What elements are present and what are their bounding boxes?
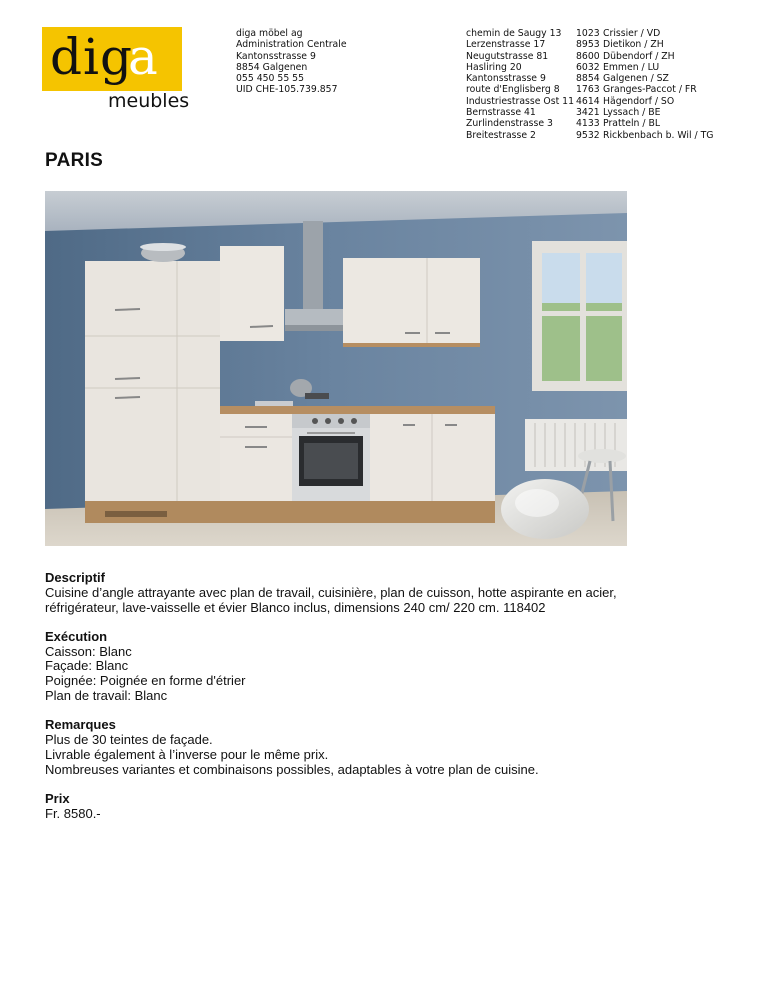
branch-street: Neugutstrasse 81 — [466, 50, 549, 62]
company-line: 8854 Galgenen — [236, 61, 308, 73]
branch-city: Pratteln / BL — [603, 118, 661, 130]
branch-row — [466, 118, 714, 129]
branch-city: Dübendorf / ZH — [603, 50, 675, 62]
branch-row — [466, 107, 714, 118]
branch-row — [466, 130, 714, 141]
section-line: Caisson: Blanc — [45, 643, 132, 659]
branch-row — [466, 28, 714, 39]
branch-city: Rickbenbach b. Wil / TG — [603, 129, 714, 141]
diga-logo — [42, 27, 190, 113]
company-line: UID CHE-105.739.857 — [236, 84, 338, 96]
branch-street: chemin de Saugy 13 — [466, 28, 562, 39]
branch-city: Galgenen / SZ — [603, 73, 669, 85]
branch-street: Industriestrasse Ost 11 — [466, 95, 575, 107]
section-heading: Exécution — [45, 628, 108, 644]
branch-city: Crissier / VD — [603, 28, 661, 39]
branch-zip: 4133 — [576, 118, 600, 130]
branch-row — [466, 51, 714, 62]
section-descriptif — [45, 571, 735, 615]
section-line: Plan de travail: Blanc — [45, 688, 168, 704]
branch-zip: 3421 — [576, 107, 600, 119]
branch-zip: 9532 — [576, 129, 600, 141]
branch-zip: 8854 — [576, 73, 600, 85]
branch-city: Dietikon / ZH — [603, 39, 664, 51]
branch-zip: 8600 — [576, 50, 600, 62]
section-heading: Descriptif — [45, 570, 105, 585]
logo-text-ga: a — [128, 28, 159, 86]
branch-street: Hasliring 20 — [466, 61, 522, 73]
kitchen-photo — [45, 191, 627, 546]
section-remarques — [45, 718, 735, 777]
company-line: Kantonsstrasse 9 — [236, 50, 316, 62]
branch-street: route d'Englisberg 8 — [466, 84, 560, 96]
branch-street: Lerzenstrasse 17 — [466, 39, 546, 51]
section-line: Cuisine d’angle attrayante avec plan de travail, cuisinière, plan de cuisson, hotte aspirante en acier, — [45, 584, 617, 600]
company-address — [236, 28, 347, 96]
product-details — [45, 571, 735, 836]
branch-street: Zurlindenstrasse 3 — [466, 118, 553, 130]
branch-row — [466, 96, 714, 107]
branch-street: Breitestrasse 2 — [466, 129, 536, 141]
section-line: Façade: Blanc — [45, 658, 129, 674]
branch-list — [466, 28, 714, 141]
section-line: réfrigérateur, lave-vaisselle et évier Blanco inclus, dimensions 240 cm/ 220 cm. 118402 — [45, 599, 546, 615]
branch-zip: 6032 — [576, 61, 600, 73]
section-heading: Prix — [45, 791, 70, 807]
branch-row — [466, 84, 714, 95]
page-title: PARIS — [45, 150, 104, 171]
branch-zip: 1763 — [576, 84, 600, 96]
branch-zip: 8953 — [576, 39, 600, 51]
branch-row — [466, 62, 714, 73]
price-value: Fr. 8580.- — [45, 805, 101, 821]
section-line: Poignée: Poignée en forme d'étrier — [45, 673, 246, 689]
branch-city: Granges-Paccot / FR — [603, 84, 697, 96]
branch-row — [466, 39, 714, 50]
section-line: Livrable également à l’inverse pour le même prix. — [45, 746, 329, 762]
company-line: diga möbel ag — [236, 28, 303, 39]
company-line: 055 450 55 55 — [236, 73, 305, 85]
branch-row — [466, 73, 714, 84]
logo-subtitle: meubles — [108, 90, 190, 112]
branch-street: Bernstrasse 41 — [466, 107, 536, 119]
branch-city: Emmen / LU — [603, 61, 660, 73]
section-line: Nombreuses variantes et combinaisons possibles, adaptables à votre plan de cuisine. — [45, 761, 539, 777]
branch-city: Hägendorf / SO — [603, 95, 675, 107]
logo-text-dig: dig — [50, 28, 134, 86]
company-line: Administration Centrale — [236, 39, 347, 51]
branch-city: Lyssach / BE — [603, 107, 661, 119]
section-line: Plus de 30 teintes de façade. — [45, 732, 213, 748]
section-execution — [45, 630, 735, 704]
section-prix — [45, 792, 735, 822]
branch-street: Kantonsstrasse 9 — [466, 73, 546, 85]
branch-zip: 1023 — [576, 28, 600, 39]
section-heading: Remarques — [45, 717, 116, 733]
branch-zip: 4614 — [576, 95, 600, 107]
